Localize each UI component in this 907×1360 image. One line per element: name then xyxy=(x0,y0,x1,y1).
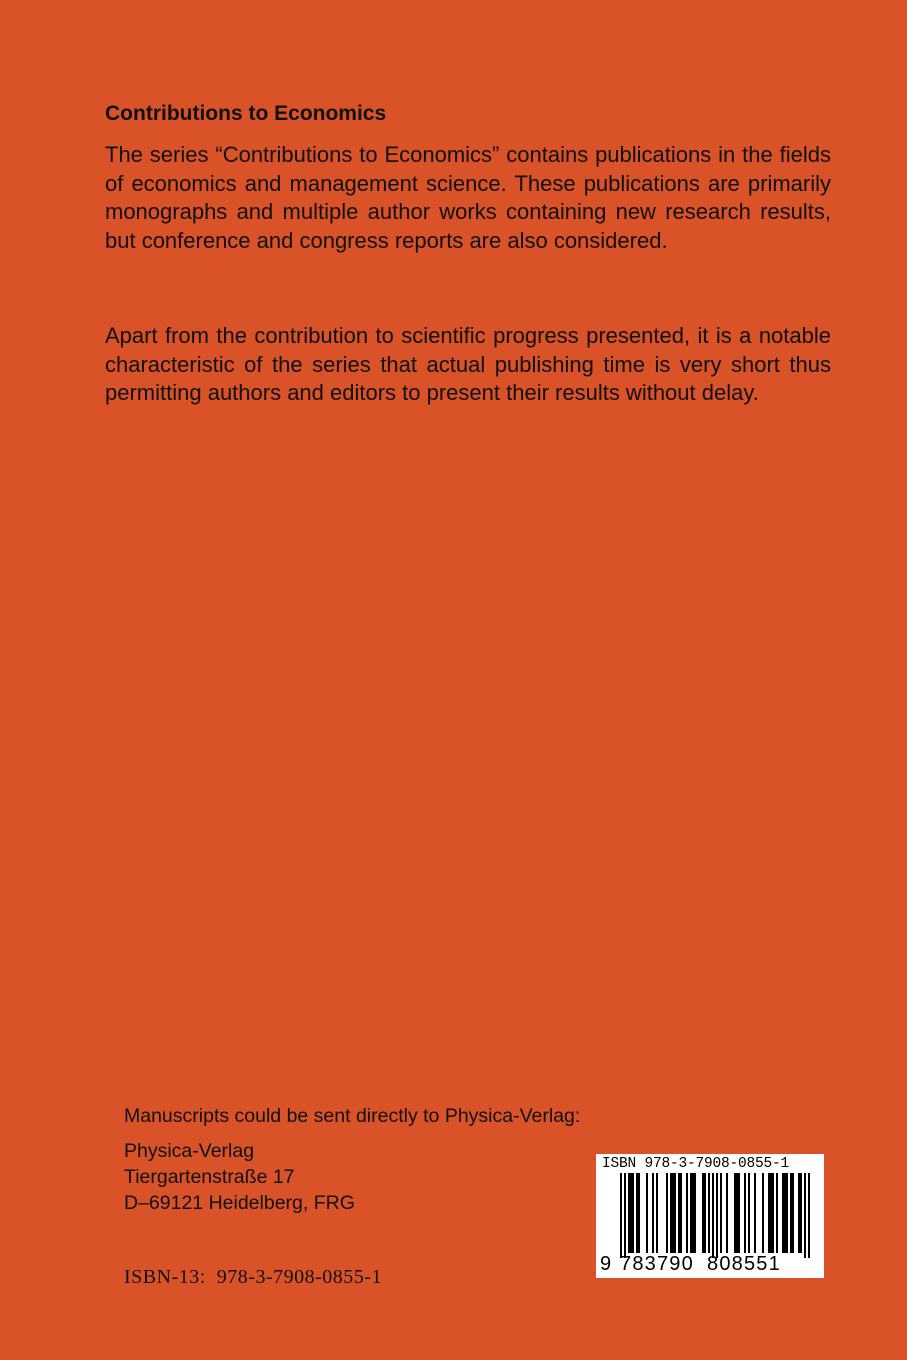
barcode-bar xyxy=(786,1173,788,1253)
barcode-isbn-header: ISBN 978-3-7908-0855-1 xyxy=(602,1156,790,1172)
barcode-bar xyxy=(628,1173,630,1253)
barcode-bar xyxy=(734,1173,736,1253)
barcode-bar xyxy=(666,1173,668,1253)
barcode-bar xyxy=(702,1173,704,1253)
barcode-bar xyxy=(790,1173,792,1253)
barcode-bar xyxy=(678,1173,680,1253)
publisher-city: D–69121 Heidelberg, FRG xyxy=(124,1192,355,1214)
barcode-bar xyxy=(792,1173,794,1253)
barcode-bar xyxy=(656,1173,658,1253)
barcode-bar xyxy=(624,1173,626,1258)
isbn13-line xyxy=(124,1264,382,1290)
barcode-bar xyxy=(772,1173,774,1253)
publisher-street: Tiergartenstraße 17 xyxy=(124,1166,295,1188)
barcode-bar xyxy=(652,1173,654,1253)
barcode-bar xyxy=(636,1173,638,1253)
barcode-bar xyxy=(632,1173,634,1253)
barcode-bar xyxy=(708,1173,710,1253)
barcode-bar xyxy=(782,1173,784,1253)
barcode-bar xyxy=(670,1173,672,1253)
isbn-barcode xyxy=(596,1154,824,1278)
series-description-paragraph: The series “Contributions to Economics” contains publications in the fields of economics and management science. These publications are primarily monographs and multiple author works containing new research results, but conference and congress reports are also considered. xyxy=(105,142,831,253)
barcode-left-digits: 783790 xyxy=(620,1253,694,1275)
barcode-bar xyxy=(694,1173,696,1253)
barcode-right-digits: 808551 xyxy=(707,1253,781,1275)
barcode-bar xyxy=(744,1173,746,1253)
barcode-bar xyxy=(762,1173,764,1253)
barcode-bar xyxy=(686,1173,688,1253)
isbn13-value: 978-3-7908-0855-1 xyxy=(216,1266,382,1288)
barcode-bar xyxy=(800,1173,802,1253)
barcode-bar xyxy=(726,1173,728,1253)
barcode-first-digit: 9 xyxy=(600,1253,612,1275)
barcode-bar xyxy=(630,1173,632,1253)
barcode-bar xyxy=(674,1173,676,1253)
barcode-bar xyxy=(798,1173,800,1253)
publisher-name: Physica-Verlag xyxy=(124,1140,255,1162)
barcode-bar xyxy=(712,1173,714,1258)
isbn13-label: ISBN-13: xyxy=(124,1266,206,1288)
publisher-address xyxy=(124,1138,355,1216)
barcode-bar xyxy=(754,1173,756,1253)
barcode-bar xyxy=(646,1173,648,1253)
barcode-bar xyxy=(716,1173,718,1258)
barcode-bar xyxy=(692,1173,694,1253)
barcode-bar xyxy=(738,1173,740,1253)
manuscripts-note: Manuscripts could be sent directly to Physica-Verlag: xyxy=(124,1105,581,1127)
barcode-bar xyxy=(704,1173,706,1253)
barcode-bar xyxy=(680,1173,682,1253)
barcode-bar xyxy=(748,1173,750,1253)
barcode-bar xyxy=(620,1173,622,1258)
barcode-bar xyxy=(638,1173,640,1253)
barcode-bar xyxy=(690,1173,692,1253)
series-title: Contributions to Economics xyxy=(105,102,387,125)
barcode-bar xyxy=(720,1173,722,1253)
barcode-bar xyxy=(776,1173,778,1253)
barcode-bar xyxy=(736,1173,738,1253)
series-characteristic-paragraph: Apart from the contribution to scientific progress presented, it is a notable characteristic of the series that actual publishing time is very short thus permitting authors and editors to present their results without delay. xyxy=(105,323,831,405)
barcode-bar xyxy=(770,1173,772,1253)
barcode-bar xyxy=(672,1173,674,1253)
barcode-bar xyxy=(808,1173,810,1258)
barcode-bar xyxy=(804,1173,806,1258)
barcode-bar xyxy=(768,1173,770,1253)
barcode-bar xyxy=(784,1173,786,1253)
